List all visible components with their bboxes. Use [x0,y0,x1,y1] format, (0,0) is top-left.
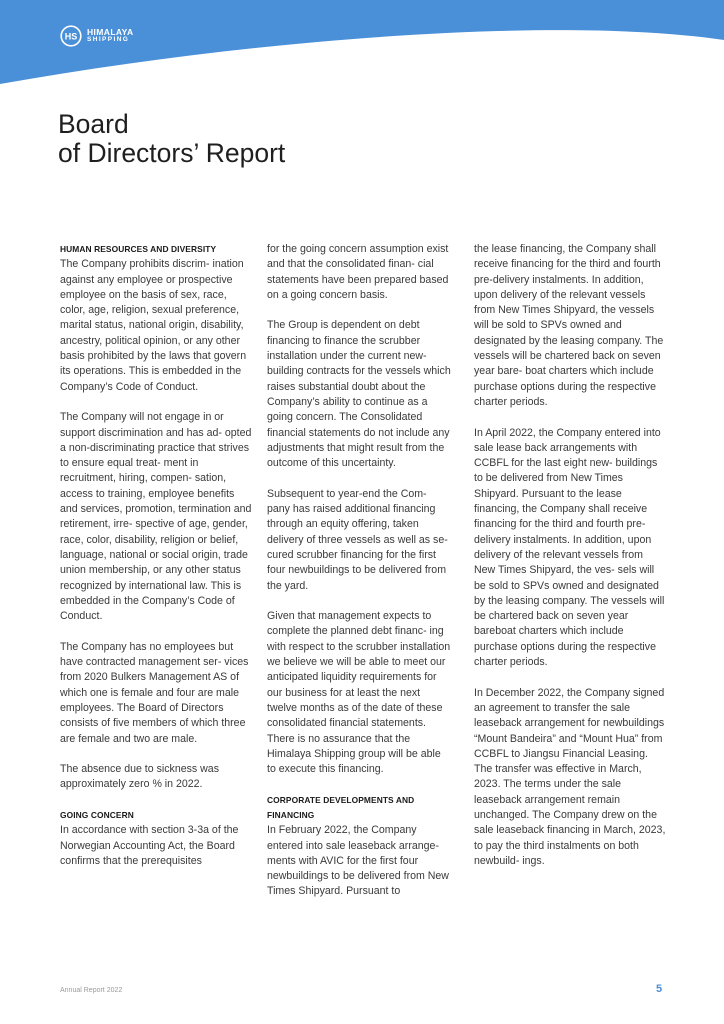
text-column-1 [60,242,252,869]
section-heading-human-resources: HUMAN RESOURCES AND DIVERSITY [60,244,217,254]
page-title-line-2: of Directors’ Report [58,138,286,168]
paragraph: Subsequent to year-end the Com- pany has raised additional financing through an equity offering, taken delivery of three vessels as well as se- cured scrubber financing for the first four newbuildings to be delivered from the yard. [267,487,448,592]
section-heading-corporate-developments: CORPORATE DEVELOPMENTS AND FINANCING [267,794,415,820]
paragraph: In April 2022, the Company entered into sale lease back arrangements with CCBFL for the last eight new- buildings to be delivered from New Times Shipyard. Pursuant to the lease financing, the Company shall receive financing for the third and fourth pre-delivery instalments. In addition, upon delivery of the relevant vessels from New Times Shipyard, the ves- sels will be sold to SPVs owned and designated by the leasing company. The vessels will be chartered back on seven year bareboat charters which include purchase options during the respective charter periods. [474,426,665,669]
logo-wordmark [87,28,134,44]
paragraph: The Company prohibits discrim- ination against any employee or prospective employee on the basis of sex, race, color, age, religion, sexual preference, marital status, national origin, disability, ancestry, political opinion, or any other basis prohibited by the laws that govern its operations. This is embedded in the Company’s Code of Conduct. [60,258,247,393]
company-logo [60,25,134,47]
page-title [58,110,285,168]
paragraph: The absence due to sickness was approximately zero % in 2022. [60,763,219,791]
paragraph: The Group is dependent on debt financing to finance the scrubber installation under the current new- building contracts for the vessels which raises substantial doubt about the Company’s ability to continue as a going concern. The Consolidated financial statements do not include any adjustments that might result from the outcome of this uncertainty. [267,319,451,470]
paragraph: for the going concern assumption exist and that the consolidated finan- cial statements have been prepared based on a going concern basis. [267,243,449,301]
section-heading-going-concern: GOING CONCERN [60,809,134,820]
paragraph: In February 2022, the Company entered into sale leaseback arrange- ments with AVIC for the first four newbuildings to be delivered from New Times Shipyard. Pursuant to [267,824,449,898]
logo-name: HIMALAYA [87,27,134,37]
logo-subname: SHIPPING [87,36,130,43]
paragraph: Given that management expects to complete the planned debt financ- ing with respect to the scrubber installation we believe we will be able to meet our anticipated liquidity requirements for our business for at least the next twelve months as of the date of these consolidated financial statements. There is no assurance that the Himalaya Shipping group will be able to execute this financing. [267,610,451,776]
paragraph: The Company will not engage in or support discrimination and has ad- opted a non-discriminating practice that strives to ensure equal treat- ment in recruitment, hiring, compen- sation, access to training, employee benefits and services, promotion, termination and retirement, irre- spective of age, gender, race, color, disability, religion or belief, language, national or social origin, trade union membership, or any other status recognized by international law. This is embedded in the Company’s Code of Conduct. [60,411,252,623]
page-title-line-1: Board [58,109,129,139]
paragraph: the lease financing, the Company shall receive financing for the third and fourth pre-delivery instalments. In addition, upon delivery of the relevant vessels from New Times Shipyard, the vessels will be sold to SPVs owned and designated by the leasing company. The vessels will be chartered back on seven year bare- boat charters which include purchase options during the respective charter periods. [474,243,664,408]
text-column-2 [267,242,451,900]
footer-report-label: Annual Report 2022 [60,987,123,994]
paragraph: The Company has no employees but have contracted management ser- vices from 2020 Bulkers Management AS of which one is female and four are male employees. The Board of Directors consists of five members of which three are female and two are male. [60,640,249,745]
logo-mark-text: HS [64,31,78,42]
text-column-3 [474,242,666,869]
paragraph: In December 2022, the Company signed an agreement to transfer the sale leaseback arrangement for newbuildings “Mount Bandeira” and “Mount Hua” from CCBFL to Jiangsu Financial Leasing. The transfer was effective in March, 2023. The terms under the sale leaseback arrangement remain unchanged. The Company drew on the sale leaseback financing in March, 2023, to pay the third instalments on both newbuild- ings. [474,686,666,867]
himalaya-logo-icon [60,25,82,47]
paragraph: In accordance with section 3-3a of the Norwegian Accounting Act, the Board confirms that the prerequisites [60,824,239,867]
page-number: 5 [656,983,663,995]
